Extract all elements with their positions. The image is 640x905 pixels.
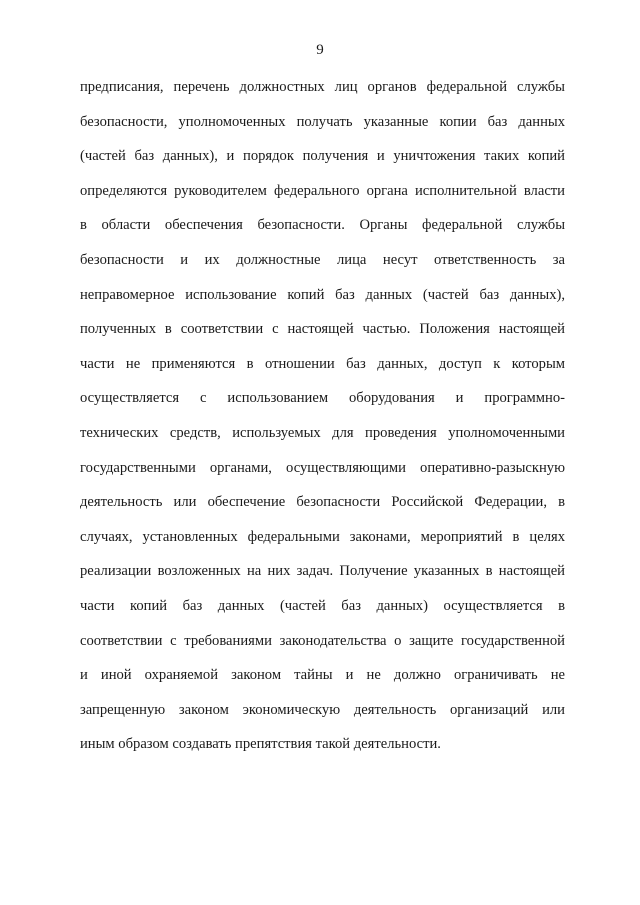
text-line: реализации возложенных на них задач. Получение указанных в настоящей (80, 563, 565, 580)
text-line: соответствии с требованиями законодательства о защите государственной (80, 632, 565, 649)
text-line: предписания, перечень должностных лиц органов федеральной службы (80, 79, 565, 95)
text-line: (частей баз данных), и порядок получения и уничтожения таких копий (80, 148, 565, 165)
text-line: запрещенную законом экономическую деятельность организаций или (80, 701, 565, 718)
text-line: случаях, установленных федеральными законами, мероприятий в целях (80, 528, 565, 545)
text-line: части копий баз данных (частей баз данных) осуществляется в (80, 597, 565, 614)
page-number: 9 (316, 42, 324, 58)
text-line: и иной охраняемой законом тайны и не должно ограничивать не (80, 667, 565, 684)
text-line: деятельность или обеспечение безопасности Российской Федерации, в (80, 494, 565, 511)
text-line: неправомерное использование копий баз данных (частей баз данных), (80, 286, 565, 303)
text-line: государственными органами, осуществляющими оперативно-разыскную (80, 459, 565, 476)
text-line: осуществляется с использованием оборудования и программно- (80, 390, 565, 407)
text-line: технических средств, используемых для проведения уполномоченными (80, 424, 565, 441)
text-line: иным образом создавать препятствия такой деятельности. (80, 736, 441, 753)
text-line: части не применяются в отношении баз данных, доступ к которым (80, 355, 565, 372)
text-line: в области обеспечения безопасности. Органы федеральной службы (80, 217, 565, 234)
text-line: безопасности и их должностные лица несут ответственность за (80, 251, 565, 268)
text-line: полученных в соответствии с настоящей частью. Положения настоящей (80, 321, 565, 338)
body-paragraph (80, 70, 565, 762)
text-line: определяются руководителем федерального органа исполнительной власти (80, 182, 565, 199)
text-line: безопасности, уполномоченных получать указанные копии баз данных (80, 113, 565, 130)
